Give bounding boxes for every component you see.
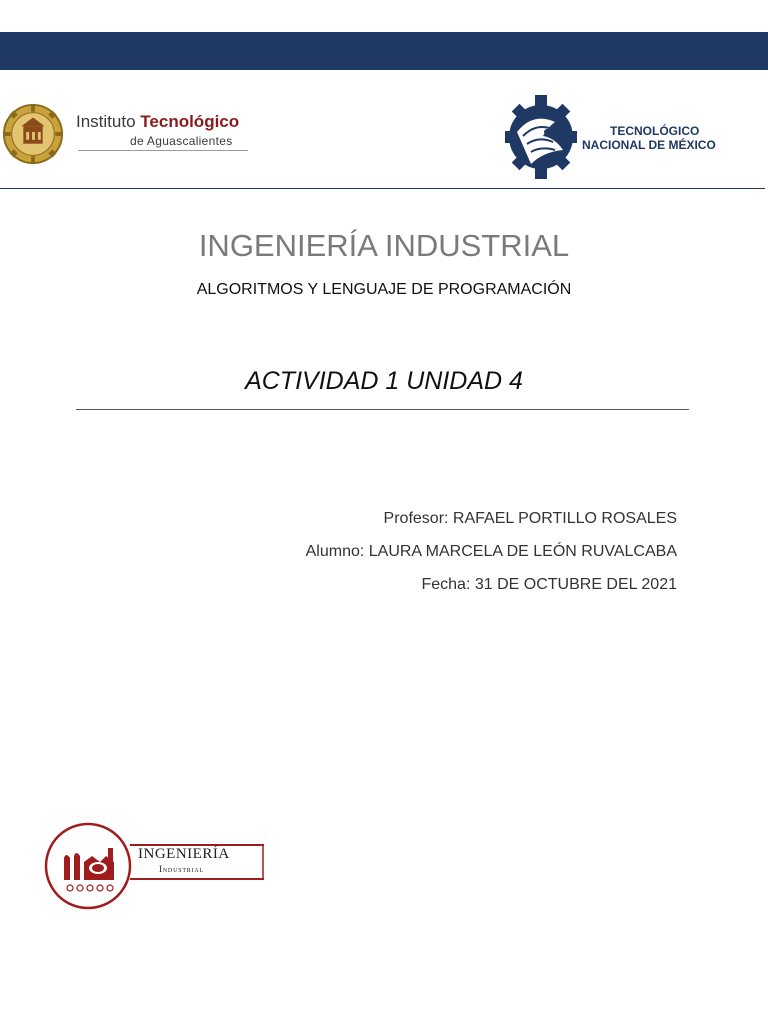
subject-title: ALGORITMOS Y LENGUAJE DE PROGRAMACIÓN: [196, 281, 572, 298]
ita-seal-icon: [2, 102, 64, 166]
tnm-logo-text: [582, 124, 716, 152]
tnm-gear-icon: [503, 92, 579, 182]
ita-logo-title: Instituto Tecnológico: [76, 112, 240, 131]
ingenieria-industrial-logo: [44, 822, 266, 912]
student-line: Alumno: LAURA MARCELA DE LEÓN RUVALCABA: [305, 543, 677, 560]
date-line: Fecha: 31 DE OCTUBRE DEL 2021: [421, 576, 677, 593]
ingenieria-logo-line2: Industrial: [159, 864, 204, 874]
ita-logo-location: de Aguascalientes: [130, 134, 233, 148]
header-bar: [0, 32, 768, 70]
career-title: INGENIERÍA INDUSTRIAL: [198, 228, 570, 263]
tnm-logo-line1: TECNOLÓGICO: [610, 124, 700, 138]
professor-line: Profesor: RAFAEL PORTILLO ROSALES: [383, 510, 677, 527]
activity-title: ACTIVIDAD 1 UNIDAD 4: [245, 367, 523, 395]
activity-divider: [76, 409, 689, 410]
ingenieria-logo-line1: INGENIERÍA: [138, 846, 230, 862]
ita-logo-rule: [78, 150, 248, 151]
tnm-logo-line2: NACIONAL DE MÉXICO: [582, 138, 716, 152]
header-divider: [0, 188, 765, 189]
